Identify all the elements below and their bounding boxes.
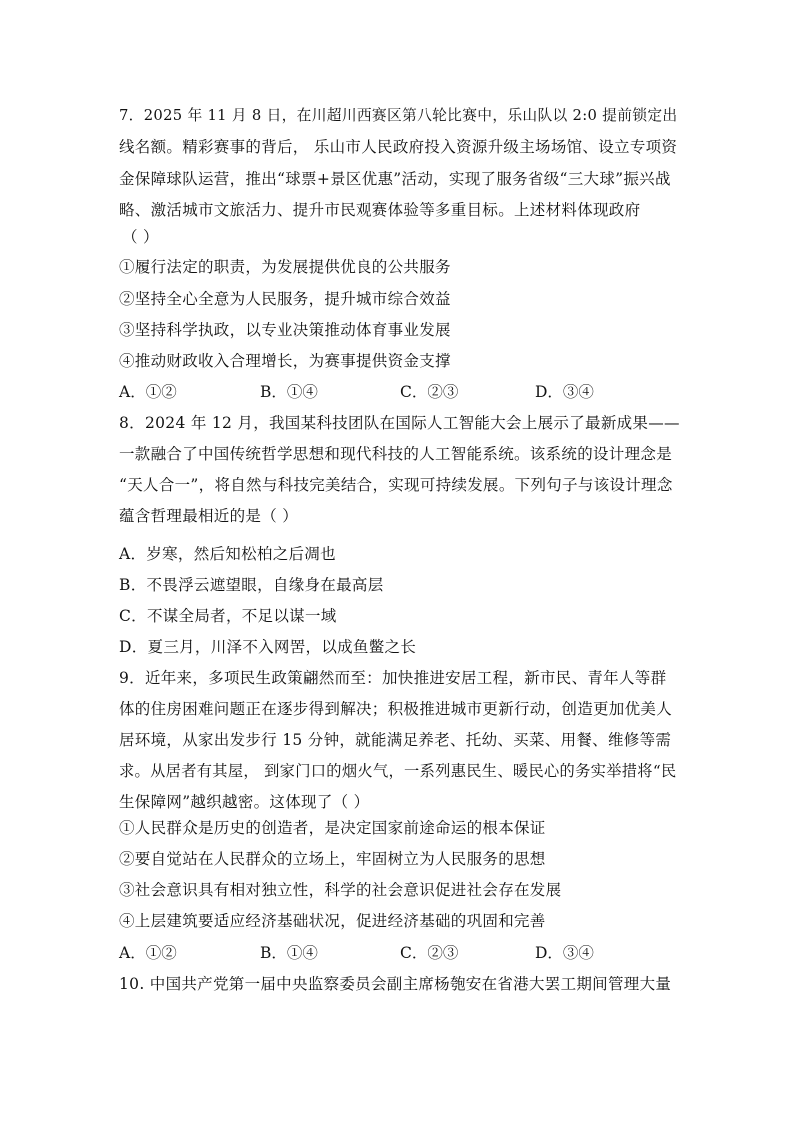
q9-stem-line: 居环境，从家出发步行 15 分钟，就能满足养老、托幼、买菜、用餐、维修等需 (119, 731, 672, 749)
option-d: D．③④ (535, 383, 594, 401)
q8-option-a: A．岁寒，然后知松柏之后凋也 (119, 545, 336, 563)
q8-option-c: C．不谋全局者，不足以谋一域 (119, 607, 337, 625)
q9-stem-line: 9．近年来，多项民生政策翩然而至：加快推进安居工程，新市民、青年人等群 (119, 669, 667, 687)
option-b: B．①④ (260, 383, 318, 401)
q9-stem-line: 求。从居者有其屋， 到家门口的烟火气，一系列惠民生、暖民心的务实举措将“民 (119, 762, 677, 780)
option-c: C．②③ (400, 944, 459, 962)
option-c: C．②③ (400, 383, 459, 401)
option-a: A．①② (119, 944, 177, 962)
q8-stem-line: 蕴含哲理最相近的是（ ） (119, 507, 299, 525)
q8-stem-line: 一款融合了中国传统哲学思想和现代科技的人工智能系统。该系统的设计理念是 (119, 445, 673, 463)
option-b: B．①④ (260, 944, 318, 962)
q9-stem-line: 体的住房困难问题正在逐步得到解决；积极推进城市更新行动，创造更加优美人 (119, 700, 673, 718)
q7-stem-line: 线名额。精彩赛事的背后， 乐山市人民政府投入资源升级主场场馆、设立专项资 (119, 138, 678, 156)
q7-stem-line: 略、激活城市文旅活力、提升市民观赛体验等多重目标。上述材料体现政府 (119, 201, 641, 219)
q7-options (119, 382, 679, 402)
option-a: A．①② (119, 383, 177, 401)
q7-item: ②坚持全心全意为人民服务，提升城市综合效益 (119, 290, 451, 308)
q7-item: ③坚持科学执政，以专业决策推动体育事业发展 (119, 321, 451, 339)
q8-stem-line: “天人合一”，将自然与科技完美结合，实现可持续发展。下列句子与该设计理念 (119, 476, 673, 494)
q9-stem-line: 生保障网”越织越密。这体现了（ ） (119, 793, 370, 811)
q9-options (119, 943, 679, 963)
q7-stem-line: 7．2025 年 11 月 8 日，在川超川西赛区第八轮比赛中，乐山队以 2:0 提前锁定出 (119, 107, 678, 124)
q7-item: ④推动财政收入合理增长，为赛事提供资金支撑 (119, 352, 451, 370)
q9-item: ④上层建筑要适应经济基础状况，促进经济基础的巩固和完善 (119, 912, 546, 930)
q8-option-d: D．夏三月，川泽不入网罟，以成鱼鳖之长 (119, 638, 417, 656)
q9-item: ②要自觉站在人民群众的立场上，牢固树立为人民服务的思想 (119, 850, 546, 868)
q9-item: ③社会意识具有相对独立性，科学的社会意识促进社会存在发展 (119, 881, 562, 899)
q9-item: ①人民群众是历史的创造者，是决定国家前途命运的根本保证 (119, 819, 546, 837)
q7-answer-bracket: （ ） (122, 228, 159, 246)
q8-stem-line: 8．2024 年 12 月，我国某科技团队在国际人工智能大会上展示了最新成果—— (119, 414, 680, 432)
option-d: D．③④ (535, 944, 594, 962)
q10-stem-line: 10. 中国共产党第一届中央监察委员会副主席杨匏安在省港大罢工期间管理大量 (119, 975, 672, 993)
q8-option-b: B．不畏浮云遮望眼，自缘身在最高层 (119, 576, 384, 594)
q7-item: ①履行法定的职责，为发展提供优良的公共服务 (119, 258, 451, 276)
q7-stem-line: 金保障球队运营，推出“球票+景区优惠”活动，实现了服务省级“三大球”振兴战 (119, 170, 671, 188)
